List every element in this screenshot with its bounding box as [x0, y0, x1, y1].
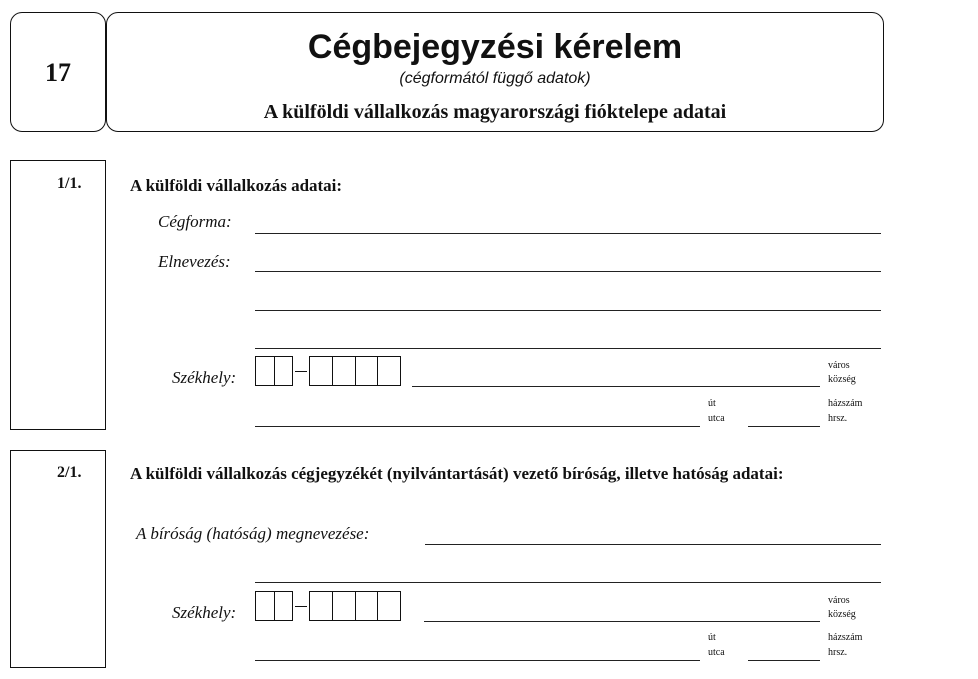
hazszam-label-1: házszám [828, 398, 863, 409]
zip-prefix-boxes-2[interactable] [255, 591, 293, 621]
szekhely-label-1: Székhely: [172, 368, 237, 387]
ut-label-2: út [708, 632, 716, 643]
street-field-2[interactable] [255, 660, 700, 661]
city-field-2[interactable] [424, 621, 820, 622]
elnevezes-field-line-1[interactable] [255, 271, 881, 272]
housenumber-field-1[interactable] [748, 426, 820, 427]
birosag-field-line-2[interactable] [255, 582, 881, 583]
kozseg-label-2: község [828, 609, 856, 620]
street-field-1[interactable] [255, 426, 700, 427]
form-number: 17 [45, 58, 71, 87]
cegforma-label: Cégforma: [158, 212, 232, 231]
cegforma-field[interactable] [255, 233, 881, 234]
szekhely-label-2: Székhely: [172, 603, 237, 622]
birosag-label: A bíróság (hatóság) megnevezése: [136, 524, 370, 543]
varos-label-2: város [828, 595, 850, 606]
page-title: Cégbejegyzési kérelem [307, 28, 683, 66]
elnevezes-field-line-2[interactable] [255, 310, 881, 311]
zip-suffix-boxes-1[interactable] [309, 356, 401, 386]
section1-heading: A külföldi vállalkozás adatai: [130, 176, 343, 195]
birosag-field-line-1[interactable] [425, 544, 881, 545]
section2-number-box [10, 450, 106, 668]
housenumber-field-2[interactable] [748, 660, 820, 661]
zip-dash-2 [295, 606, 307, 607]
section2-heading: A külföldi vállalkozás cégjegyzékét (nyilvántartását) vezető bíróság, illetve hatóság adatai: [130, 464, 784, 483]
utca-label-1: utca [708, 413, 725, 424]
varos-label-1: város [828, 360, 850, 371]
page-subtitle-2: A külföldi vállalkozás magyarországi fióktelepe adatai [263, 101, 727, 123]
zip-suffix-boxes-2[interactable] [309, 591, 401, 621]
section1-number-box [10, 160, 106, 430]
zip-dash-1 [295, 371, 307, 372]
section1-number: 1/1. [57, 175, 82, 192]
hrsz-label-2: hrsz. [828, 647, 848, 658]
utca-label-2: utca [708, 647, 725, 658]
ut-label-1: út [708, 398, 716, 409]
section2-number: 2/1. [57, 464, 82, 481]
elnevezes-field-line-3[interactable] [255, 348, 881, 349]
elnevezes-label: Elnevezés: [158, 252, 231, 271]
hrsz-label-1: hrsz. [828, 413, 848, 424]
hazszam-label-2: házszám [828, 632, 863, 643]
city-field-1[interactable] [412, 386, 820, 387]
page-subtitle: (cégformától függő adatok) [399, 70, 591, 87]
zip-prefix-boxes-1[interactable] [255, 356, 293, 386]
kozseg-label-1: község [828, 374, 856, 385]
